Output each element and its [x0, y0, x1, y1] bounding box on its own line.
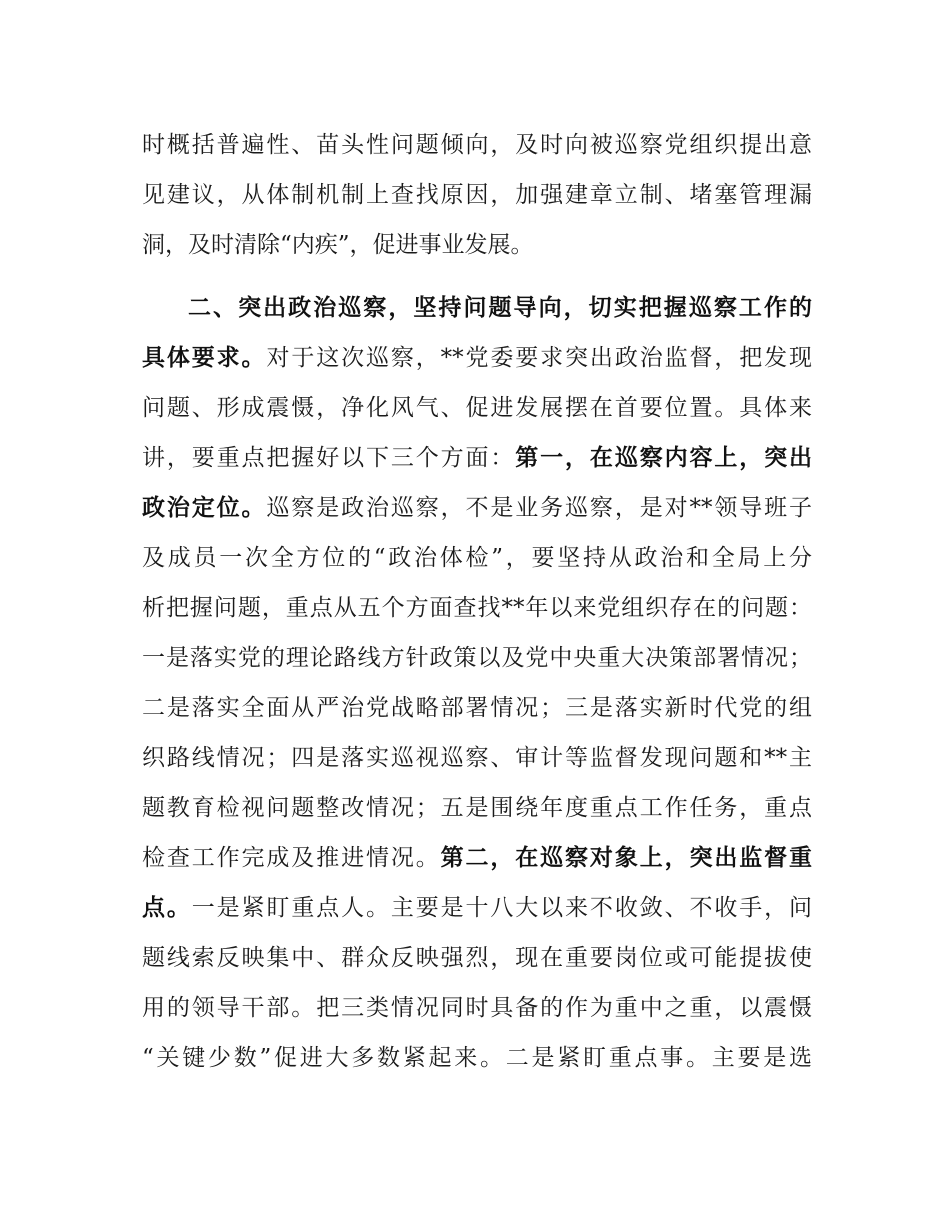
paragraph-2-line-5-text: 巡察是政治巡察，不是业务巡察，是对**领导班子 [266, 495, 812, 521]
paragraph-2-line-14: 题线索反映集中、群众反映强烈，现在重要岗位或可能提拔使 [142, 945, 812, 971]
paragraph-2-line-9: 二是落实全面从严治党战略部署情况；三是落实新时代党的组 [142, 695, 812, 721]
paragraph-2-line-15: 用的领导干部。把三类情况同时具备的作为重中之重，以震慑 [142, 995, 812, 1021]
paragraph-2-line-11: 题教育检视问题整改情况；五是围绕年度重点工作任务，重点 [142, 795, 812, 821]
paragraph-1-line-2: 见建议，从体制机制上查找原因，加强建章立制、堵塞管理漏 [142, 182, 812, 208]
paragraph-2-line-5 [142, 490, 812, 526]
paragraph-2-line-16: “关键少数”促进大多数紧起来。二是紧盯重点事。主要是选 [142, 1045, 812, 1071]
paragraph-2-line-6: 及成员一次全方位的“政治体检”，要坚持从政治和全局上分 [142, 545, 812, 571]
point-one-heading-bold: 第一，在巡察内容上，突出 [515, 445, 812, 471]
paragraph-2-line-13 [142, 890, 812, 926]
paragraph-2-heading-line-1 [188, 290, 812, 326]
point-two-heading-bold-end: 点。 [142, 895, 192, 921]
paragraph-1-line-3: 洞，及时清除“内疾”，促进事业发展。 [142, 232, 534, 258]
paragraph-2-line-13-text: 一是紧盯重点人。主要是十八大以来不收敛、不收手，问 [191, 895, 812, 921]
paragraph-2-line-12 [142, 840, 812, 876]
point-one-heading-bold-end: 政治定位。 [142, 495, 267, 521]
section-heading-bold-end: 具体要求。 [142, 345, 267, 371]
paragraph-2-line-3: 问题、形成震慑，净化风气、促进发展摆在首要位置。具体来 [142, 395, 812, 421]
paragraph-2-line-4 [142, 440, 812, 476]
paragraph-2-line-7: 析把握问题，重点从五个方面查找**年以来党组织存在的问题： [142, 595, 812, 621]
section-heading-bold: 二、突出政治巡察，坚持问题导向，切实把握巡察工作的 [188, 295, 812, 321]
paragraph-2-line-12-text: 检查工作完成及推进情况。 [142, 845, 441, 871]
paragraph-2-line-2-text: 对于这次巡察，**党委要求突出政治监督，把发现 [266, 345, 812, 371]
paragraph-2-line-10: 织路线情况；四是落实巡视巡察、审计等监督发现问题和**主 [142, 745, 812, 771]
paragraph-2-line-8: 一是落实党的理论路线方针政策以及党中央重大决策部署情况； [142, 645, 812, 671]
paragraph-2-line-4-text: 讲，要重点把握好以下三个方面： [142, 445, 516, 471]
paragraph-2-line-2 [142, 340, 812, 376]
paragraph-1-line-1: 时概括普遍性、苗头性问题倾向，及时向被巡察党组织提出意 [142, 132, 812, 158]
point-two-heading-bold: 第二，在巡察对象上，突出监督重 [440, 845, 812, 871]
